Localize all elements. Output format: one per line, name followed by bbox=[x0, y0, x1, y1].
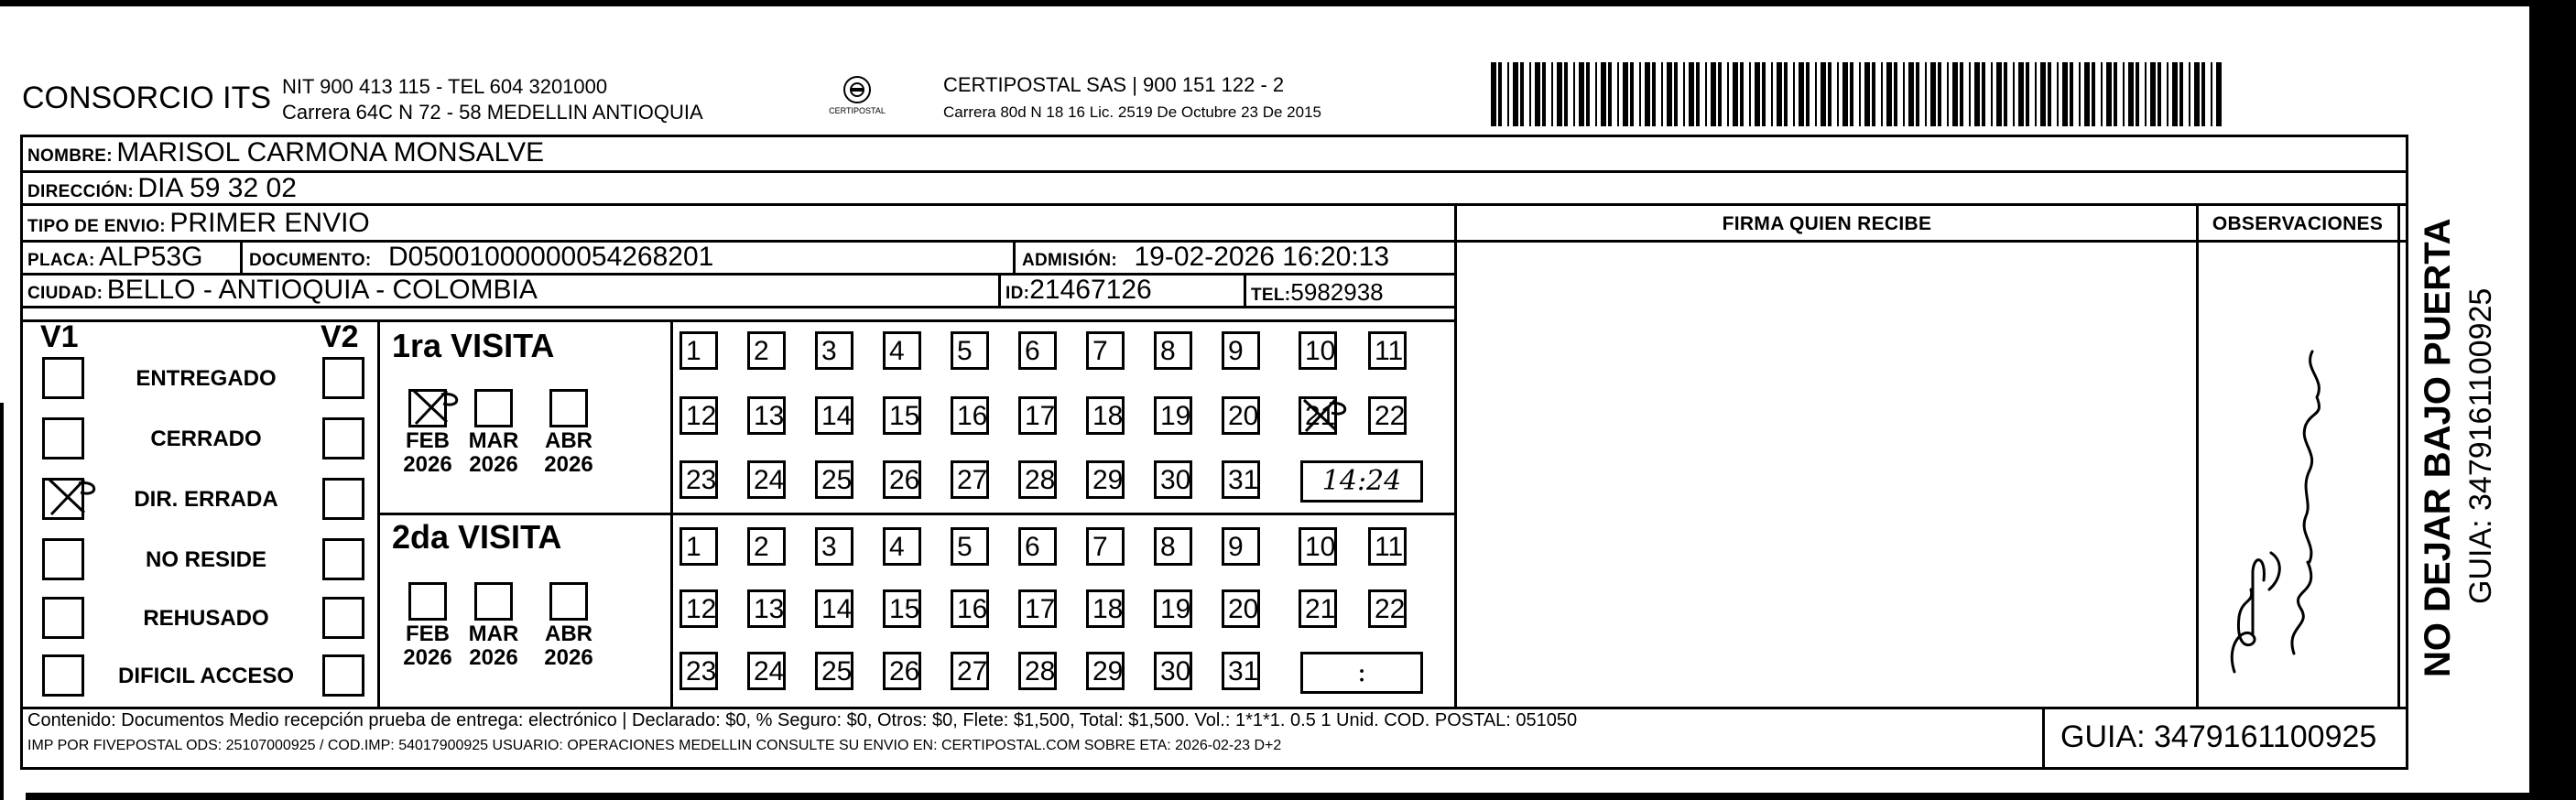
day-box[interactable]: 11 bbox=[1368, 331, 1407, 370]
day-box[interactable]: 7 bbox=[1086, 331, 1125, 370]
barcode-bar bbox=[1850, 62, 1853, 126]
v2-checkbox[interactable] bbox=[322, 597, 364, 639]
barcode-bar bbox=[1908, 62, 1914, 126]
day-box[interactable]: 9 bbox=[1222, 331, 1260, 370]
handwritten-check-mark bbox=[1300, 395, 1359, 435]
scan-edge-left-mark bbox=[0, 403, 4, 800]
barcode-bar bbox=[2158, 62, 2161, 126]
day-box[interactable]: 20 bbox=[1222, 396, 1260, 435]
status-label: CERRADO bbox=[150, 427, 262, 451]
barcode-bar bbox=[2194, 62, 2200, 126]
month-checkbox[interactable] bbox=[408, 582, 447, 621]
barcode-bar bbox=[1842, 62, 1848, 126]
day-box[interactable]: 17 bbox=[1018, 589, 1057, 628]
month-name: ABR bbox=[545, 428, 592, 453]
footer-guia-divider bbox=[2042, 707, 2045, 770]
day-box[interactable]: 1 bbox=[679, 331, 718, 370]
day-box[interactable]: 29 bbox=[1086, 652, 1125, 690]
barcode-bar bbox=[1947, 62, 1949, 126]
barcode-bar bbox=[1894, 62, 1897, 126]
day-box[interactable]: 30 bbox=[1154, 460, 1192, 499]
barcode-bar bbox=[1661, 62, 1663, 126]
v2-checkbox[interactable] bbox=[322, 357, 364, 399]
day-box[interactable]: 7 bbox=[1086, 527, 1125, 566]
day-box[interactable]: 4 bbox=[883, 527, 921, 566]
day-box[interactable]: 15 bbox=[883, 589, 921, 628]
day-box[interactable]: 25 bbox=[815, 652, 853, 690]
month-label bbox=[462, 622, 526, 670]
barcode-bar bbox=[1711, 62, 1716, 126]
barcode-bar bbox=[1535, 62, 1540, 126]
day-box[interactable]: 25 bbox=[815, 460, 853, 499]
day-box[interactable]: 26 bbox=[883, 460, 921, 499]
v2-checkbox[interactable] bbox=[322, 538, 364, 580]
direccion-value: DIA 59 32 02 bbox=[137, 173, 297, 203]
barcode-bar bbox=[2048, 62, 2051, 126]
id-label: ID: bbox=[1005, 284, 1030, 303]
company-nit: NIT 900 413 115 - TEL 604 3201000 bbox=[282, 75, 608, 98]
barcode-bar bbox=[2013, 62, 2015, 126]
footer-divider bbox=[20, 707, 2408, 709]
tipo-row bbox=[27, 208, 370, 239]
month-year: 2026 bbox=[469, 645, 518, 670]
barcode-bar bbox=[1864, 62, 1870, 126]
barcode-bar bbox=[1903, 62, 1905, 126]
day-box[interactable]: 5 bbox=[951, 527, 989, 566]
barcode-bar bbox=[1617, 62, 1619, 126]
col-divider-id bbox=[998, 275, 1001, 308]
v1-checkbox[interactable] bbox=[42, 654, 84, 697]
tel-value: 5982938 bbox=[1290, 278, 1384, 306]
v1-checkbox[interactable] bbox=[42, 357, 84, 399]
logo-text: CERTIPOSTAL bbox=[829, 106, 886, 115]
visit2-title: 2da VISITA bbox=[392, 518, 562, 556]
barcode-bar bbox=[1608, 62, 1612, 126]
barcode-bar bbox=[2084, 62, 2090, 126]
barcode-bar bbox=[1930, 62, 1936, 126]
day-box[interactable]: 1 bbox=[679, 527, 718, 566]
barcode-bar bbox=[2101, 62, 2103, 126]
v1-label: V1 bbox=[40, 319, 79, 354]
barcode-bar bbox=[1557, 62, 1562, 126]
barcode-bar bbox=[1498, 62, 1502, 126]
barcode-bar bbox=[1507, 62, 1509, 126]
barcode-bar bbox=[1771, 62, 1773, 126]
barcode-bar bbox=[2092, 62, 2095, 126]
col-divider-admision bbox=[1013, 240, 1016, 275]
tel-row bbox=[1251, 278, 1384, 307]
barcode-bar bbox=[2201, 62, 2205, 126]
month-checkbox[interactable] bbox=[474, 389, 513, 427]
barcode-bar bbox=[1881, 62, 1883, 126]
barcode-bar bbox=[2018, 62, 2024, 126]
day-box[interactable]: 3 bbox=[815, 331, 853, 370]
barcode-bar bbox=[2123, 62, 2125, 126]
barcode-bar bbox=[1740, 62, 1744, 126]
v1-checkbox[interactable] bbox=[42, 597, 84, 639]
day-box[interactable]: 27 bbox=[951, 652, 989, 690]
documento-label: DOCUMENTO: bbox=[249, 251, 372, 270]
v1-checkbox[interactable] bbox=[42, 538, 84, 580]
barcode-bar bbox=[1727, 62, 1729, 126]
barcode-bar bbox=[1872, 62, 1875, 126]
barcode-bar bbox=[2026, 62, 2029, 126]
barcode-bar bbox=[1784, 62, 1788, 126]
nombre-label: NOMBRE: bbox=[27, 146, 113, 166]
barcode-bar bbox=[2035, 62, 2037, 126]
month-year: 2026 bbox=[469, 452, 518, 477]
visit-divider bbox=[377, 513, 1456, 515]
v2-label: V2 bbox=[321, 319, 359, 354]
day-box[interactable]: 18 bbox=[1086, 396, 1125, 435]
barcode-bar bbox=[1952, 62, 1958, 126]
month-checkbox[interactable] bbox=[549, 389, 588, 427]
direccion-row bbox=[27, 173, 297, 204]
direccion-label: DIRECCIÓN: bbox=[27, 182, 134, 201]
barcode-bar bbox=[1645, 62, 1650, 126]
barcode-bar bbox=[1520, 62, 1524, 126]
barcode-bar bbox=[1916, 62, 1919, 126]
barcode-bar bbox=[1859, 62, 1861, 126]
status-label: ENTREGADO bbox=[136, 366, 277, 391]
documento-row bbox=[249, 242, 713, 273]
v2-checkbox[interactable] bbox=[322, 417, 364, 459]
day-box[interactable]: 12 bbox=[679, 396, 718, 435]
month-checkbox[interactable] bbox=[474, 582, 513, 621]
row-divider bbox=[20, 306, 1456, 308]
month-year: 2026 bbox=[544, 452, 593, 477]
carrier-name: CERTIPOSTAL SAS | 900 151 122 - 2 bbox=[943, 73, 1285, 96]
barcode-bar bbox=[1683, 62, 1685, 126]
day-box[interactable]: 2 bbox=[747, 331, 786, 370]
status-label: DIFICIL ACCESO bbox=[117, 664, 294, 688]
row-divider bbox=[20, 170, 2408, 173]
col-divider-firma bbox=[1454, 203, 1457, 708]
barcode-bar bbox=[1762, 62, 1766, 126]
documento-value: D05001000000054268201 bbox=[388, 242, 714, 272]
placa-row bbox=[27, 242, 202, 273]
day-box[interactable]: 22 bbox=[1368, 589, 1407, 628]
day-box[interactable]: 10 bbox=[1299, 331, 1337, 370]
day-box[interactable]: 14 bbox=[815, 396, 853, 435]
day-box[interactable]: 23 bbox=[679, 460, 718, 499]
barcode-bar bbox=[1705, 62, 1707, 126]
barcode-bar bbox=[2004, 62, 2007, 126]
barcode-bar bbox=[1974, 62, 1980, 126]
month-year: 2026 bbox=[403, 645, 452, 670]
firma-header: FIRMA QUIEN RECIBE bbox=[1722, 213, 1932, 234]
tipo-value: PRIMER ENVIO bbox=[169, 208, 370, 238]
day-box[interactable]: 29 bbox=[1086, 460, 1125, 499]
day-box[interactable]: 21 bbox=[1299, 589, 1337, 628]
day-box[interactable]: 31 bbox=[1222, 652, 1260, 690]
scan-edge-bottom bbox=[26, 793, 2576, 800]
day-box[interactable]: 2 bbox=[747, 527, 786, 566]
barcode-bar bbox=[1828, 62, 1831, 126]
visit-time-box[interactable]: 14:24 bbox=[1300, 460, 1423, 503]
col-divider-right bbox=[2397, 203, 2400, 708]
barcode-bar bbox=[1564, 62, 1568, 126]
day-box[interactable]: 5 bbox=[951, 331, 989, 370]
barcode-bar bbox=[2114, 62, 2117, 126]
barcode-bar bbox=[1755, 62, 1760, 126]
barcode-bar bbox=[1689, 62, 1694, 126]
day-box[interactable]: 19 bbox=[1154, 589, 1192, 628]
barcode-bar bbox=[2179, 62, 2183, 126]
status-label: NO RESIDE bbox=[145, 547, 267, 572]
ciudad-label: CIUDAD: bbox=[27, 284, 103, 303]
barcode-bar bbox=[2136, 62, 2139, 126]
month-name: FEB bbox=[406, 428, 450, 453]
barcode-bar bbox=[2062, 62, 2068, 126]
barcode-bar bbox=[1777, 62, 1782, 126]
barcode-bar bbox=[1718, 62, 1722, 126]
day-box[interactable]: 8 bbox=[1154, 527, 1192, 566]
day-box[interactable]: 15 bbox=[883, 396, 921, 435]
col-divider-placa bbox=[240, 240, 243, 275]
day-box[interactable]: 4 bbox=[883, 331, 921, 370]
barcode-bar bbox=[1623, 62, 1628, 126]
barcode-bar bbox=[1595, 62, 1597, 126]
barcode-bar bbox=[2079, 62, 2081, 126]
month-year: 2026 bbox=[403, 452, 452, 477]
barcode-bar bbox=[2070, 62, 2073, 126]
barcode-bar bbox=[1806, 62, 1810, 126]
observaciones-header: OBSERVACIONES bbox=[2212, 213, 2384, 234]
day-box[interactable]: 13 bbox=[747, 589, 786, 628]
tel-label: TEL: bbox=[1251, 286, 1291, 305]
row-divider bbox=[20, 319, 1456, 322]
barcode-bar bbox=[1821, 62, 1826, 126]
day-box[interactable]: 26 bbox=[883, 652, 921, 690]
scan-edge-top bbox=[0, 0, 2576, 6]
company-address: Carrera 64C N 72 - 58 MEDELLIN ANTIOQUIA bbox=[282, 101, 703, 124]
placa-label: PLACA: bbox=[27, 251, 95, 270]
day-box[interactable]: 3 bbox=[815, 527, 853, 566]
barcode-bar bbox=[2189, 62, 2190, 126]
day-box[interactable]: 22 bbox=[1368, 396, 1407, 435]
barcode-bar bbox=[1749, 62, 1751, 126]
barcode-bar bbox=[1542, 62, 1546, 126]
day-box[interactable]: 19 bbox=[1154, 396, 1192, 435]
barcode-bar bbox=[1639, 62, 1641, 126]
observaciones-text bbox=[2198, 242, 2199, 243]
barcode-bar bbox=[1491, 62, 1496, 126]
barcode-bar bbox=[1799, 62, 1804, 126]
day-box[interactable]: 14 bbox=[815, 589, 853, 628]
barcode-bar bbox=[1991, 62, 1993, 126]
barcode-bar bbox=[1579, 62, 1584, 126]
footer-line1: Contenido: Documentos Medio recepción prueba de entrega: electrónico | Declarado: $0, % Seguro: $0, Otros: $0, Flete: $1,500, Total: $1,500. Vol.: 1*1*1. 0.5 1 Unid. COD. POSTAL: 051050 bbox=[27, 710, 1578, 730]
barcode-bar bbox=[2167, 62, 2168, 126]
barcode-bar bbox=[1696, 62, 1700, 126]
month-label bbox=[462, 429, 526, 477]
barcode-bar bbox=[1960, 62, 1963, 126]
admision-row bbox=[1022, 242, 1389, 273]
tipo-label: TIPO DE ENVIO: bbox=[27, 217, 166, 236]
barcode-bar bbox=[1630, 62, 1634, 126]
month-name: MAR bbox=[468, 622, 519, 646]
ciudad-row bbox=[27, 275, 538, 306]
barcode-bar bbox=[2216, 62, 2222, 126]
visit-time-box[interactable]: : bbox=[1300, 652, 1423, 694]
barcode-bar bbox=[2172, 62, 2178, 126]
barcode-bar bbox=[2145, 62, 2147, 126]
id-value: 21467126 bbox=[1029, 275, 1152, 305]
barcode-bar bbox=[1674, 62, 1678, 126]
day-box[interactable]: 17 bbox=[1018, 396, 1057, 435]
status-label: REHUSADO bbox=[143, 606, 269, 631]
footer-line2: IMP POR FIVEPOSTAL ODS: 25107000925 / COD.IMP: 54017900925 USUARIO: OPERACIONES MEDELLIN CONSULTE SU ENVIO EN: CERTIPOSTAL.COM SOBRE ETA: 2026-02-23 D+2 bbox=[27, 738, 1282, 753]
barcode-bar bbox=[1586, 62, 1590, 126]
month-label bbox=[396, 429, 460, 477]
day-box[interactable]: 30 bbox=[1154, 652, 1192, 690]
day-box[interactable]: 8 bbox=[1154, 331, 1192, 370]
day-box[interactable]: 18 bbox=[1086, 589, 1125, 628]
nombre-value: MARISOL CARMONA MONSALVE bbox=[116, 137, 545, 168]
barcode-bar bbox=[2057, 62, 2059, 126]
certipostal-logo bbox=[821, 71, 894, 126]
day-box[interactable]: 12 bbox=[679, 589, 718, 628]
day-box[interactable]: 16 bbox=[951, 589, 989, 628]
barcode-bar bbox=[2150, 62, 2156, 126]
barcode-bar bbox=[1996, 62, 2002, 126]
month-label bbox=[537, 622, 601, 670]
month-label bbox=[396, 622, 460, 670]
barcode-bar bbox=[2040, 62, 2046, 126]
barcode-bar bbox=[2106, 62, 2112, 126]
barcode-bar bbox=[1529, 62, 1531, 126]
month-name: ABR bbox=[545, 622, 592, 646]
day-box[interactable]: 28 bbox=[1018, 460, 1057, 499]
handwritten-check-mark bbox=[46, 474, 108, 518]
day-box[interactable]: 28 bbox=[1018, 652, 1057, 690]
admision-value: 19-02-2026 16:20:13 bbox=[1134, 242, 1390, 272]
barcode-bar bbox=[1969, 62, 1971, 126]
id-row bbox=[1005, 275, 1152, 306]
placa-value: ALP53G bbox=[99, 242, 203, 272]
day-box[interactable]: 16 bbox=[951, 396, 989, 435]
side-warning: NO DEJAR BAJO PUERTA bbox=[2418, 218, 2458, 677]
day-box[interactable]: 13 bbox=[747, 396, 786, 435]
barcode-bar bbox=[1815, 62, 1817, 126]
barcode-bar bbox=[1652, 62, 1656, 126]
barcode-bar bbox=[1551, 62, 1553, 126]
month-name: MAR bbox=[468, 428, 519, 453]
ciudad-value: BELLO - ANTIOQUIA - COLOMBIA bbox=[106, 275, 538, 305]
barcode-bar bbox=[1837, 62, 1839, 126]
barcode-bar bbox=[2128, 62, 2134, 126]
day-box[interactable]: 6 bbox=[1018, 331, 1057, 370]
barcode-bar bbox=[1982, 62, 1985, 126]
barcode-bar bbox=[1793, 62, 1795, 126]
day-box[interactable]: 9 bbox=[1222, 527, 1260, 566]
barcode-bar bbox=[1886, 62, 1892, 126]
month-label bbox=[537, 429, 601, 477]
nombre-row bbox=[27, 137, 544, 168]
day-box[interactable]: 6 bbox=[1018, 527, 1057, 566]
v1-checkbox[interactable] bbox=[42, 417, 84, 459]
day-box[interactable]: 10 bbox=[1299, 527, 1337, 566]
barcode-bar bbox=[1925, 62, 1927, 126]
footer-guia: GUIA: 3479161100925 bbox=[2060, 719, 2377, 754]
day-box[interactable]: 20 bbox=[1222, 589, 1260, 628]
day-box[interactable]: 27 bbox=[951, 460, 989, 499]
v2-checkbox[interactable] bbox=[322, 478, 364, 520]
barcode-bar bbox=[1733, 62, 1738, 126]
day-box[interactable]: 11 bbox=[1368, 527, 1407, 566]
barcode bbox=[1491, 62, 2223, 126]
col-divider-tel bbox=[1244, 275, 1246, 308]
barcode-bar bbox=[1938, 62, 1941, 126]
day-box[interactable]: 31 bbox=[1222, 460, 1260, 499]
handwritten-check-mark bbox=[410, 385, 471, 427]
row-divider bbox=[20, 203, 2408, 206]
v2-checkbox[interactable] bbox=[322, 654, 364, 697]
barcode-bar bbox=[1601, 62, 1606, 126]
observaciones-handwriting bbox=[2198, 242, 2397, 708]
visit1-title: 1ra VISITA bbox=[392, 327, 555, 364]
side-guia: GUIA: 3479161100925 bbox=[2463, 287, 2498, 604]
day-box[interactable]: 21 bbox=[1299, 396, 1337, 435]
scan-edge-right bbox=[2529, 0, 2576, 800]
month-checkbox[interactable] bbox=[549, 582, 588, 621]
barcode-bar bbox=[1667, 62, 1672, 126]
month-name: FEB bbox=[406, 622, 450, 646]
day-box[interactable]: 24 bbox=[747, 460, 786, 499]
status-label: DIR. ERRADA bbox=[134, 487, 278, 512]
day-box[interactable]: 23 bbox=[679, 652, 718, 690]
barcode-bar bbox=[1573, 62, 1575, 126]
barcode-bar bbox=[2211, 62, 2212, 126]
day-box[interactable]: 24 bbox=[747, 652, 786, 690]
admision-label: ADMISIÓN: bbox=[1022, 251, 1118, 270]
month-year: 2026 bbox=[544, 645, 593, 670]
barcode-bar bbox=[1513, 62, 1518, 126]
company-name: CONSORCIO ITS bbox=[22, 81, 272, 115]
carrier-license: Carrera 80d N 18 16 Lic. 2519 De Octubre 23 De 2015 bbox=[943, 103, 1321, 121]
